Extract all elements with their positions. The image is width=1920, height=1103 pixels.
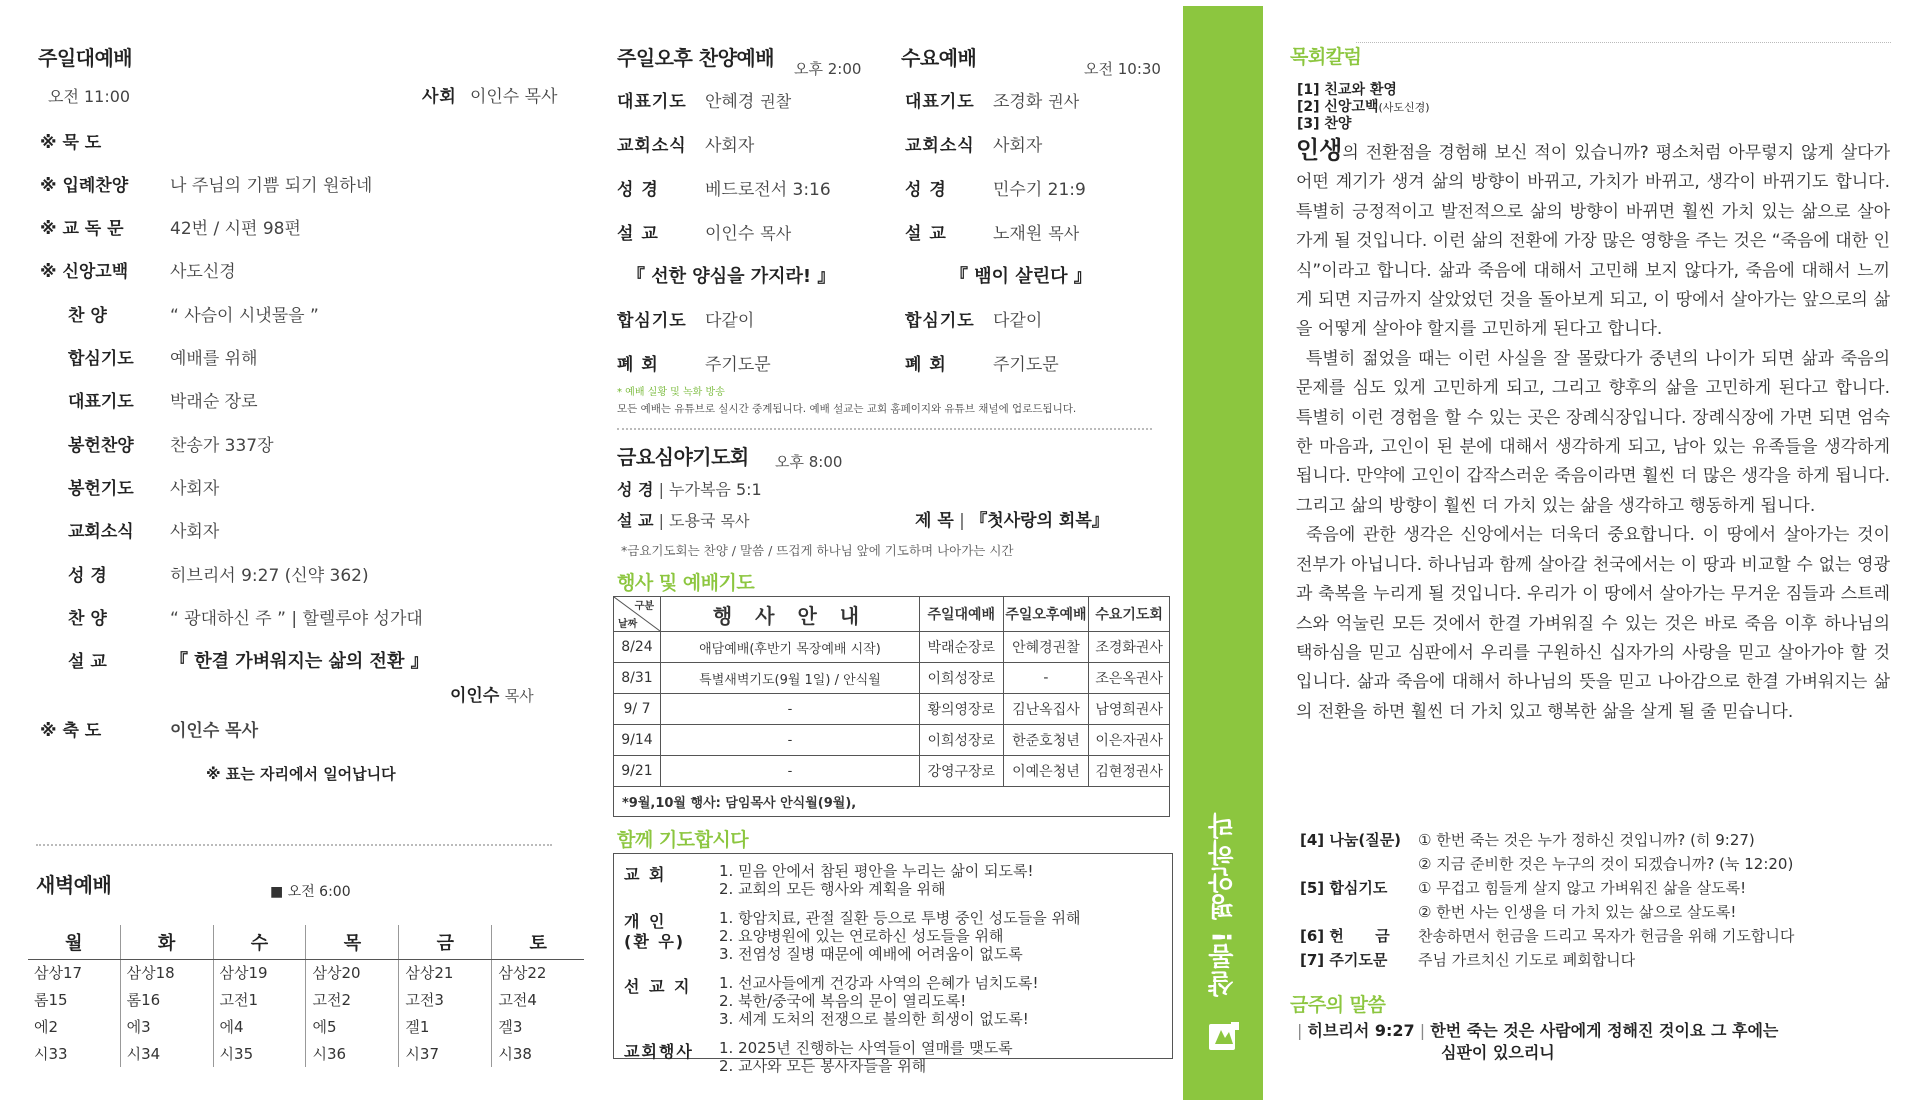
q6-text: 찬송하면서 헌금을 드리고 목자가 헌금을 위해 기도합니다	[1418, 927, 1795, 945]
value: 민수기 21:9	[993, 180, 1086, 200]
order-label: 성 경	[68, 565, 107, 586]
prayer-category-sub: (환 우)	[624, 932, 686, 951]
prayer-item: 2. 교사와 모든 봉사자들을 위해	[719, 1057, 927, 1075]
value: 이인수	[705, 224, 755, 244]
diag-top: 구분	[634, 601, 654, 612]
label: 제 목	[915, 511, 954, 531]
service-row	[617, 131, 754, 156]
dawn-row	[28, 986, 584, 1013]
service-row	[905, 131, 1042, 156]
afternoon-close	[617, 350, 771, 375]
verse-text-2: 심판이 있으리니	[1441, 1043, 1555, 1062]
order-row	[40, 558, 580, 588]
events-header-row	[614, 597, 1170, 632]
sunday-title: 주일대예배	[38, 46, 133, 70]
prayer-category: 교 회	[624, 865, 667, 884]
friday-time: 오후 8:00	[775, 453, 843, 471]
dawn-cell: 삼상22	[492, 959, 584, 986]
question-4	[1300, 829, 1755, 850]
order-row	[40, 298, 580, 328]
order-value: 나 주님의 기쁨 되기 원하네	[170, 175, 373, 196]
wednesday-time: 오전 10:30	[1084, 60, 1161, 78]
events-row	[614, 663, 1170, 694]
value: 안혜경	[705, 92, 755, 112]
dawn-cell: 시36	[306, 1040, 399, 1067]
value: 도용국	[669, 511, 716, 530]
prayer-item: 3. 전염성 질병 때문에 예배에 어려움이 없도록	[719, 945, 1023, 963]
paragraph-1: 인생의 전환점을 경험해 보신 적이 있습니까? 평소처럼 아무렇지 않게 살다가 어떤 계기가 생겨 삶의 방향이 바뀌고, 가치가 바뀌고, 생각이 바뀌기도 합니다. 특별히 긍정적이고 발전적으로 삶의 방향이 바뀌면 훨씬 가치 있는 삶으로 살아가게 될 것입니다. 이런 삶의 전환에 가장 많은 영향을 주는 것은 “죽음에 대한 인식”이라고 합니다. 삶과 죽음에 대해서 고민해 보지 않다가, 죽음에 대해서 느끼게 되면 지금까지 살았었던 것을 돌아보게 되고, 이 땅에서 살아가는 앞으로의 삶을 어떻게 살아야 할지를 고민하게 된다고 합니다.	[1296, 136, 1890, 340]
dawn-day-header: 화	[120, 925, 213, 959]
label: 합심기도	[905, 311, 975, 331]
dawn-cell: 시33	[34, 1045, 68, 1063]
events-note-row	[614, 787, 1170, 817]
order-row	[40, 428, 580, 458]
order-row	[40, 471, 580, 501]
dawn-cell: 에5	[306, 1013, 399, 1040]
question-7	[1300, 949, 1635, 970]
order-label: 교회소식	[68, 522, 134, 543]
events-cell: -	[661, 756, 920, 787]
dawn-cell: 시37	[399, 1040, 492, 1067]
column-title: 목회칼럼	[1290, 46, 1362, 68]
order-row	[40, 601, 580, 631]
service-row	[617, 219, 791, 244]
benediction-label: ※ 축 도	[40, 721, 102, 741]
verse-text-1: 한번 죽는 것은 사람에게 정해진 것이요 그 후에는	[1430, 1021, 1779, 1040]
dawn-row	[28, 959, 584, 986]
dawn-day-header: 금	[399, 925, 492, 959]
order-label: 봉헌기도	[68, 478, 134, 499]
service-row	[905, 219, 1079, 244]
column-points	[1297, 82, 1430, 133]
service-row	[905, 87, 1079, 112]
prayer-category: 개 인	[624, 912, 667, 931]
label: 교회소식	[617, 136, 687, 156]
dawn-cell: 겔1	[399, 1013, 492, 1040]
events-cell: 8/24	[614, 632, 661, 663]
events-cell: 이희성장로	[919, 725, 1003, 756]
label: 성 경	[905, 180, 947, 200]
label: 합심기도	[617, 311, 687, 331]
label: 대표기도	[617, 92, 687, 112]
point-1: [1] 친교와 환영	[1297, 82, 1397, 98]
dawn-cell: 시35	[213, 1040, 306, 1067]
order-row	[40, 168, 580, 198]
order-value: 박래순 장로	[170, 392, 258, 413]
sunday-time: 오전 11:00	[48, 87, 131, 106]
dawn-title: 새벽예배	[36, 873, 112, 897]
label: 설 교	[617, 224, 659, 244]
events-cell: 안혜경권찰	[1003, 632, 1089, 663]
preacher-title: 목사	[504, 687, 534, 705]
prayer-item: 2. 북한/중국에 복음의 문이 열리도록!	[719, 992, 967, 1010]
dawn-day-header: 토	[492, 925, 584, 959]
service-row	[617, 87, 791, 112]
dawn-cell: 겔3	[492, 1013, 584, 1040]
dawn-cell: 시38	[492, 1040, 584, 1067]
order-value: 사회자	[170, 478, 220, 499]
events-cell: 김난옥집사	[1003, 694, 1089, 725]
dawn-cell: 삼상19	[213, 959, 306, 986]
events-note: *9월,10월 행사: 담임목사 안식월(9월),	[614, 787, 1170, 817]
value: 노재원	[993, 224, 1043, 244]
events-row	[614, 694, 1170, 725]
value: 주기도문	[993, 355, 1059, 375]
events-cell: 남영희권사	[1089, 694, 1170, 725]
prayer-category: 교회행사	[624, 1042, 694, 1061]
paragraph-3: 죽음에 관한 생각은 신앙에서는 더욱더 중요합니다. 이 땅에서 살아가는 것이 전부가 아닙니다. 하나님과 함께 살아갈 천국에서는 이 땅과 비교할 수 없는 영광과 축복을 누리게 될 것입니다. 우리가 이 땅에서 살아가는 무거운 짐들과 스트레스와 억눌린 모든 것에서 한결 가벼워질 수 있는 것은 바로 죽음 이후 하나님의 택하심을 믿고 심판에서 우리를 구원하신 십자가의 사랑을 믿고 살아가야 할 것입니다. 삶과 죽음에 대해서 하나님의 뜻을 믿고 나아감으로 한결 가벼워지는 삶의 전환을 하면 훨씬 더 가치 있고 행복한 삶을 살게 될 줄 믿습니다.	[1296, 525, 1890, 722]
events-cell: 한준호청년	[1003, 725, 1089, 756]
order-value: 히브리서 9:27 (신약 362)	[170, 565, 369, 586]
dawn-cell: 에2	[34, 1018, 59, 1036]
order-value: 사도신경	[170, 262, 236, 283]
events-cell: 이은자권사	[1089, 725, 1170, 756]
order-label: 봉헌찬양	[68, 435, 134, 456]
benediction-row	[40, 716, 258, 741]
order-label: ※ 교 독 문	[40, 219, 124, 240]
order-label: ※ 묵 도	[40, 132, 102, 153]
prayer-category: 선 교 지	[624, 977, 692, 996]
dawn-table	[28, 925, 584, 1067]
q4-item-2: ② 지금 준비한 것은 누구의 것이 되겠습니까? (눅 12:20)	[1418, 855, 1794, 873]
events-col-header: 주일오후예배	[1003, 597, 1089, 632]
order-value: 찬송가 337장	[170, 435, 274, 456]
events-cell: 8/31	[614, 663, 661, 694]
wednesday-sermon-title: 『 뱀이 살린다 』	[950, 266, 1092, 287]
label: 설 교	[617, 511, 654, 530]
order-value: “ 광대하신 주 ” | 할렐루야 성가대	[170, 608, 423, 629]
events-row	[614, 725, 1170, 756]
point-2: [2] 신앙고백(사도신경)	[1297, 99, 1430, 115]
dawn-cell: 고전1	[213, 986, 306, 1013]
events-col-header: 행 사 안 내	[661, 597, 920, 632]
service-row	[905, 175, 1086, 200]
broadcast-title: * 예배 실황 및 녹화 방송	[617, 387, 725, 398]
order-value: 『 한결 가벼워지는 삶의 전환 』	[170, 650, 429, 672]
label: 성 경	[617, 480, 654, 499]
q5-label: [5] 합심기도	[1300, 879, 1388, 897]
prayer-item: 1. 믿음 안에서 참된 평안을 누리는 삶이 되도록!	[719, 862, 1034, 880]
prayer-item: 1. 2025년 진행하는 사역들이 열매를 맺도록	[719, 1039, 1013, 1057]
value: 주기도문	[705, 355, 771, 375]
order-label: 찬 양	[68, 608, 107, 629]
dawn-row	[28, 1040, 584, 1067]
afternoon-sermon-title: 『 선한 양심을 가지라! 』	[627, 266, 836, 287]
dawn-cell: 에3	[120, 1013, 213, 1040]
dawn-cell: 롬16	[120, 986, 213, 1013]
dawn-day-header: 목	[306, 925, 399, 959]
diag-bottom: 날짜	[618, 619, 638, 630]
prayer-box	[613, 853, 1173, 1075]
dawn-cell: 삼상21	[399, 959, 492, 986]
church-logo-icon	[1207, 1020, 1241, 1054]
prayer-item: 1. 항암치료, 관절 질환 등으로 투병 중인 성도들을 위해	[719, 909, 1081, 927]
benediction-value: 이인수 목사	[170, 721, 259, 741]
order-row	[40, 212, 580, 242]
events-cell: 조경화권사	[1089, 632, 1170, 663]
friday-note: *금요기도회는 찬양 / 말씀 / 뜨겁게 하나님 앞에 기도하며 나아가는 시간	[621, 543, 1014, 558]
prayer-item: 2. 교회의 모든 행사와 계획을 위해	[719, 880, 946, 898]
q4-item-1: ① 한번 죽는 것은 누가 정하신 것입니까? (히 9:27)	[1418, 831, 1755, 849]
order-value: “ 사슴이 시냇물을 ”	[170, 305, 319, 326]
events-cell: 이희성장로	[919, 663, 1003, 694]
prayer-item: 1. 선교사들에게 건강과 사역의 은혜가 넘치도록!	[719, 974, 1039, 992]
q6-label: [6] 헌 금	[1300, 927, 1390, 945]
order-row	[40, 255, 580, 285]
events-cell: 김현정권사	[1089, 756, 1170, 787]
events-cell: -	[661, 725, 920, 756]
order-label: ※ 입례찬양	[40, 175, 129, 196]
q5-item-1: ① 무겁고 힘들게 살지 않고 가벼워진 삶을 살도록!	[1418, 879, 1747, 897]
events-cell: 박래순장로	[919, 632, 1003, 663]
point-3: [3] 찬양	[1297, 116, 1352, 132]
events-title: 행사 및 예배기도	[617, 572, 755, 594]
order-label: 대표기도	[68, 392, 134, 413]
events-cell: -	[1003, 663, 1089, 694]
dawn-row	[28, 1013, 584, 1040]
afternoon-pray	[617, 306, 754, 331]
suffix: 목사	[760, 224, 792, 243]
dawn-cell: 시34	[120, 1040, 213, 1067]
label: 설 교	[905, 224, 947, 244]
dawn-cell: 롬15	[34, 991, 68, 1009]
value: 조경화	[993, 92, 1043, 112]
value: 사회자	[705, 136, 755, 156]
order-row	[40, 342, 580, 372]
sunday-preacher	[450, 681, 534, 706]
events-cell: 이예은청년	[1003, 756, 1089, 787]
verse-ref-row: | 히브리서 9:27 | 한번 죽는 것은 사람에게 정해진 것이요 그 후에는	[1297, 1021, 1779, 1040]
dawn-day-header: 월	[28, 925, 120, 959]
diag-cell	[614, 597, 661, 632]
value: 누가복음 5:1	[669, 480, 762, 499]
dawn-cell: 삼상17	[34, 964, 83, 983]
friday-title: 금요심야기도회	[617, 445, 749, 469]
value: 베드로전서 3:16	[705, 180, 831, 200]
events-cell: -	[661, 694, 920, 725]
dawn-header-row	[28, 925, 584, 959]
order-row	[40, 385, 580, 415]
title: 목사	[720, 512, 750, 530]
divider	[617, 428, 1152, 430]
events-cell: 9/21	[614, 756, 661, 787]
order-label: 찬 양	[68, 305, 107, 326]
label: 폐 회	[905, 355, 947, 375]
stand-note: ※ 표는 자리에서 일어납니다	[206, 765, 396, 783]
band-text: 샬롬! 평안하라	[1208, 812, 1239, 998]
dawn-time: ■ 오전 6:00	[270, 884, 351, 900]
divider	[36, 844, 552, 846]
friday-subject: 제 목 | 『첫사랑의 회복』	[915, 511, 1109, 531]
prayer-item: 2. 요양병원에 있는 연로하신 성도들을 위해	[719, 927, 1004, 945]
service-row	[617, 175, 831, 200]
prayer-item: 3. 세계 도처의 전쟁으로 불의한 희생이 없도록!	[719, 1010, 1029, 1028]
afternoon-title: 주일오후 찬양예배	[617, 46, 775, 70]
dawn-cell: 에4	[213, 1013, 306, 1040]
dawn-cell: 삼상18	[120, 959, 213, 986]
lead-word: 인생	[1296, 136, 1343, 164]
order-value: 42번 / 시편 98편	[170, 219, 301, 240]
preacher-name: 이인수	[450, 686, 500, 706]
wednesday-close	[905, 350, 1059, 375]
suffix: 권사	[1048, 92, 1080, 111]
label: 대표기도	[905, 92, 975, 112]
events-cell: 황의영장로	[919, 694, 1003, 725]
friday-scripture: 성 경 | 누가복음 5:1	[617, 480, 762, 499]
label: 교회소식	[905, 136, 975, 156]
column-body	[1296, 136, 1890, 727]
order-label: 설 교	[68, 652, 107, 673]
order-label: ※ 신앙고백	[40, 262, 129, 283]
prayer-title: 함께 기도합시다	[617, 829, 749, 851]
question-5	[1300, 877, 1746, 898]
suffix: 목사	[1048, 224, 1080, 243]
events-row	[614, 756, 1170, 787]
events-col-header: 수요기도회	[1089, 597, 1170, 632]
wednesday-title: 수요예배	[901, 46, 977, 70]
label: 폐 회	[617, 355, 659, 375]
events-col-header: 주일대예배	[919, 597, 1003, 632]
dawn-cell: 고전4	[492, 986, 584, 1013]
events-row	[614, 632, 1170, 663]
dawn-cell: 고전2	[306, 986, 399, 1013]
dawn-cell: 고전3	[399, 986, 492, 1013]
verse-title: 금주의 말씀	[1290, 994, 1386, 1016]
suffix: 권찰	[760, 92, 792, 111]
events-cell: 애담예배(후반기 목장예배 시작)	[661, 632, 920, 663]
host-label: 사회	[422, 87, 457, 107]
afternoon-time: 오후 2:00	[794, 60, 862, 78]
paragraph-2: 특별히 젊었을 때는 이런 사실을 잘 몰랐다가 중년의 나이가 되면 삶과 죽음의 문제를 심도 있게 고민하게 되고, 그리고 향후의 삶을 고민하게 된다고 합니다. 특별히 이런 경험을 할 수 있는 곳은 장례식장입니다. 장례식장에 가면 되면 엄숙한 마음과, 고인이 된 분에 대해서 생각하게 되고, 남아 있는 유족들을 생각하게 됩니다. 만약에 고인이 갑작스러운 죽음이라면 훨씬 더 많은 생각을 하게 됩니다. 그리고 삶의 방향이 훨씬 더 가치 있는 삶을 생각하고 행동하게 됩니다.	[1296, 348, 1890, 516]
label: 성 경	[617, 180, 659, 200]
q4-label: [4] 나눔(질문)	[1300, 831, 1402, 849]
question-6	[1300, 925, 1794, 946]
order-label: 합심기도	[68, 349, 134, 369]
q7-label: [7] 주기도문	[1300, 951, 1388, 969]
verse-ref: 히브리서 9:27	[1307, 1021, 1415, 1040]
events-cell: 강영구장로	[919, 756, 1003, 787]
friday-preacher: 설 교 | 도용국 목사	[617, 511, 750, 530]
dawn-day-header: 수	[213, 925, 306, 959]
q7-text: 주님 가르치신 기도로 폐회합니다	[1418, 951, 1636, 969]
events-table	[613, 596, 1170, 817]
wednesday-pray	[905, 306, 1042, 331]
broadcast-text: 모든 예배는 유튜브로 실시간 중계됩니다. 예배 설교는 교회 홈페이지와 유튜브 채널에 업로드됩니다.	[617, 403, 1077, 415]
order-row	[40, 125, 580, 155]
divider	[1356, 42, 1891, 43]
order-value: 예배를 위해	[170, 349, 258, 369]
events-cell: 조은옥권사	[1089, 663, 1170, 694]
order-row	[40, 515, 580, 545]
sunday-host	[422, 82, 557, 107]
events-cell: 9/14	[614, 725, 661, 756]
dawn-cell: 삼상20	[306, 959, 399, 986]
order-row	[40, 645, 580, 675]
value: 사회자	[993, 136, 1043, 156]
order-value: 사회자	[170, 522, 220, 543]
q5-item-2: ② 한번 사는 인생을 더 가치 있는 삶으로 살도록!	[1418, 903, 1737, 921]
events-cell: 특별새벽기도(9월 1일) / 안식월	[661, 663, 920, 694]
host-value: 이인수 목사	[469, 87, 558, 107]
value: 다같이	[705, 311, 755, 331]
value: 『첫사랑의 회복』	[970, 511, 1109, 531]
value: 다같이	[993, 311, 1043, 331]
events-cell: 9/ 7	[614, 694, 661, 725]
